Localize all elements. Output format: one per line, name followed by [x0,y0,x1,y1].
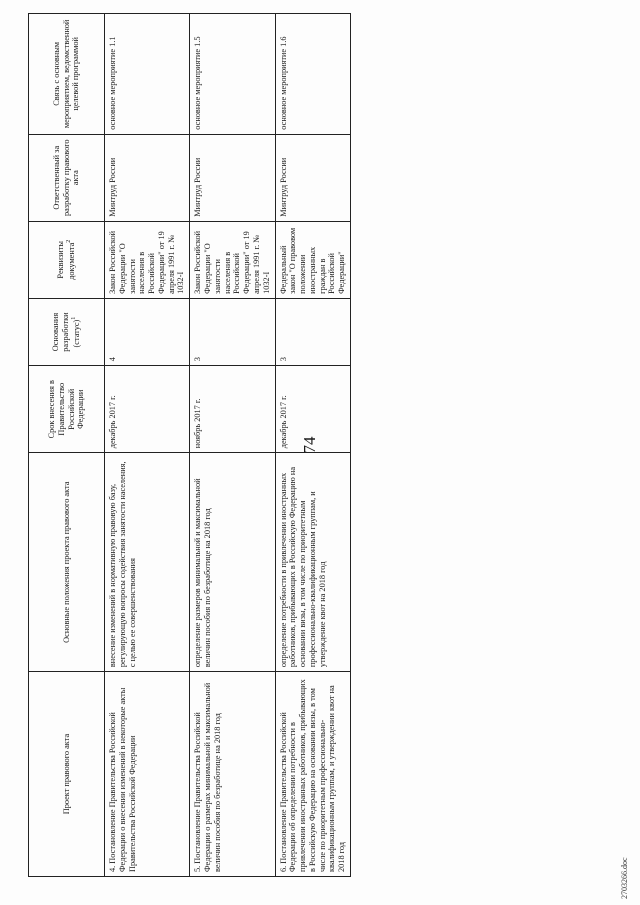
link-cell: основное мероприятие 1.1 [105,14,190,135]
project-cell: 6. Постановление Правительства Российской Федерации об определении потребности в привлечении иностранных работников, прибывающих в Российскую Федерацию на основании визы, в том числе по приоритетным профессионально-квалификационным группам, и утверждении квот на 2018 год [275,672,350,877]
requisites-cell: Федеральный закон "О правовом положении иностранных граждан в Российской Федерации" [275,221,350,298]
responsible-cell: Минтруд России [190,134,275,221]
responsible-cell: Минтруд России [105,134,190,221]
header-requisites: Реквизиты документа$^2$ [29,221,105,298]
row-number: 5. [193,865,203,872]
header-provisions: Основные положения проекта правового акта [29,453,105,672]
requisites-cell: Закон Российской Федерации "О занятости населения в Российской Федерации" от 19 апреля 1991 г. № 1032-I [105,221,190,298]
project-cell: 5. Постановление Правительства Российской Федерации о размерах минимальной и максимальной величин пособия по безработице на 2018 год [190,672,275,877]
deadline-cell: ноябрь 2017 г. [190,366,275,453]
link-cell: основное мероприятие 1.6 [275,14,350,135]
table-row [190,14,275,877]
legal-acts-table [28,13,351,877]
header-project: Проект правового акта [29,672,105,877]
table-header-row [29,14,105,877]
provisions-cell: внесение изменений в нормативную правовую базу, регулирующую вопросы содействия занятости населения, с целью ее совершенствования [105,453,190,672]
responsible-cell: Минтруд России [275,134,350,221]
requisites-cell: Закон Российской Федерации "О занятости населения в Российской Федерации" от 19 апреля 1991 г. № 1032-I [190,221,275,298]
header-link: Связь с основным мероприятием, ведомственной целевой программой [29,14,105,135]
status-cell: 4 [105,298,190,365]
header-responsible: Ответственный за разработку правового акта [29,134,105,221]
deadline-cell: декабрь 2017 г. [105,366,190,453]
deadline-cell: декабрь 2017 г. [275,366,350,453]
footnote-marker: 1 [71,316,77,320]
table-row [105,14,190,877]
header-basis: Основания разработки (статус)$^1$ [29,298,105,365]
page-number: 74 [300,436,319,454]
footnote-marker: 2 [66,239,73,243]
row-number: 6. [278,865,288,872]
header-deadline: Срок внесения в Правительство Российской Федерации [29,366,105,453]
project-cell: 4. Постановление Правительства Российской Федерации о внесении изменений в некоторые акты Правительства Российской Федерации [105,672,190,877]
document-id: 2703266.doc [620,857,629,899]
provisions-cell: определение размеров минимальной и максимальной величин пособия по безработице на 2018 год [190,453,275,672]
status-cell: 3 [190,298,275,365]
status-cell: 3 [275,298,350,365]
table-row [275,14,350,877]
provisions-cell: определение потребности в привлечении иностранных работников, прибывающих в Российскую Федерацию на основании визы, в том числе по приоритетным профессионально-квалификационным группам, и утверждение квот на 2018 год [275,453,350,672]
row-number: 4. [108,865,117,872]
link-cell: основное мероприятие 1.5 [190,14,275,135]
